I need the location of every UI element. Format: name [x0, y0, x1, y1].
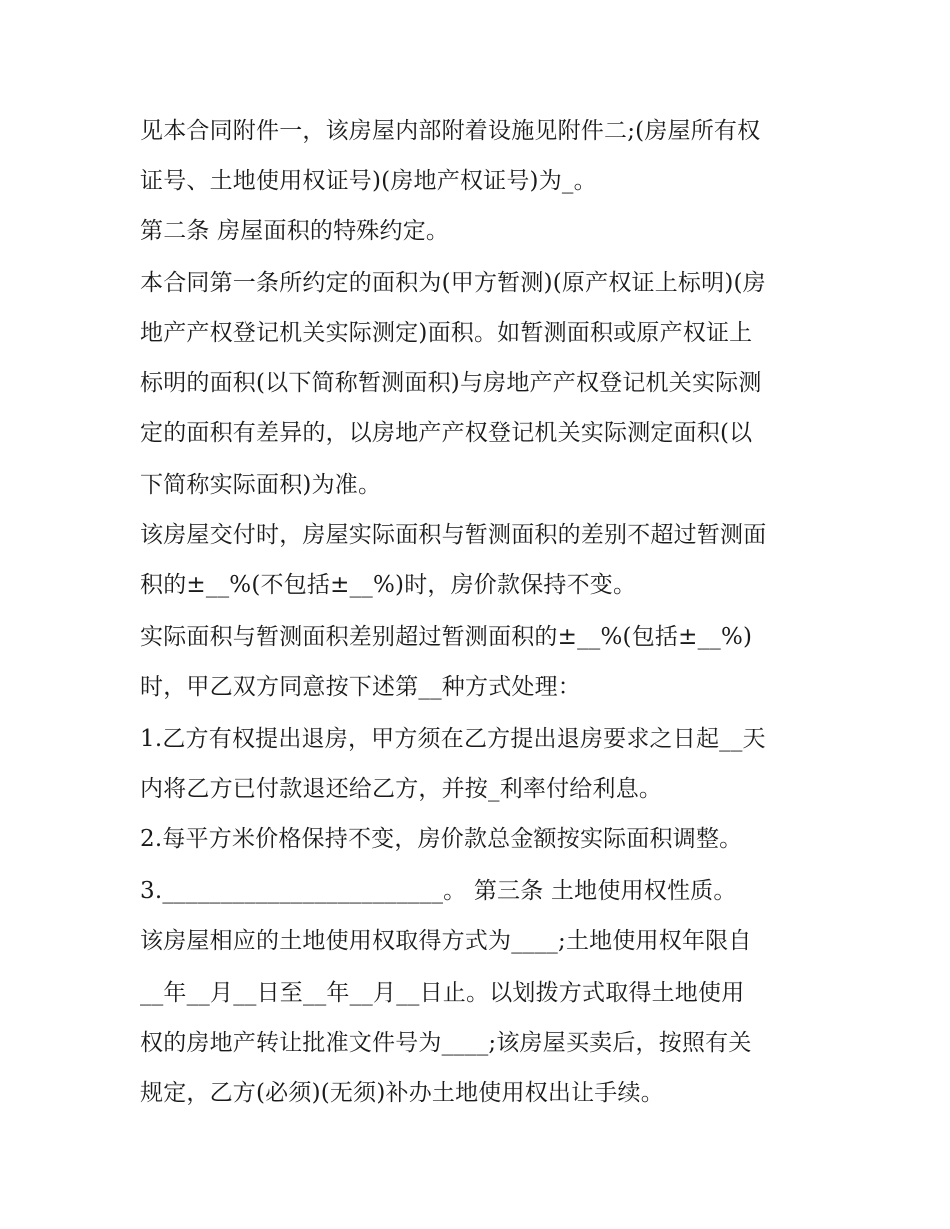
- text-line: 权的房地产转让批准文件号为____;该房屋买卖后，按照有关: [140, 1030, 752, 1056]
- text-line: 证号、土地使用权证号)(房地产权证号)为_。: [140, 168, 597, 194]
- text-line: 时，甲乙双方同意按下述第__种方式处理：: [140, 674, 581, 700]
- text-line: 内将乙方已付款退还给乙方，并按_利率付给利息。: [140, 776, 663, 802]
- text-line: 积的±__%(不包括±__%)时，房价款保持不变。: [140, 572, 637, 598]
- text-line: 地产产权登记机关实际测定)面积。如暂测面积或原产权证上: [140, 320, 753, 346]
- list-item: 2.每平方米价格保持不变，房价款总金额按实际面积调整。: [140, 826, 743, 852]
- list-item: 3.________________________。 第三条 土地使用权性质。: [140, 878, 737, 904]
- text-line: 实际面积与暂测面积差别超过暂测面积的±__%(包括±__%): [140, 624, 753, 650]
- text-line: 见本合同附件一，该房屋内部附着设施见附件二;(房屋所有权: [140, 118, 761, 144]
- text-line: 该房屋相应的土地使用权取得方式为____;土地使用权年限自: [140, 928, 752, 954]
- list-item: 1.乙方有权提出退房，甲方须在乙方提出退房要求之日起__天: [140, 726, 766, 752]
- text-line: __年__月__日至__年__月__日止。以划拨方式取得土地使用: [140, 980, 745, 1006]
- text-line: 下简称实际面积)为准。: [140, 472, 382, 498]
- text-line: 该房屋交付时，房屋实际面积与暂测面积的差别不超过暂测面: [140, 522, 767, 548]
- section-heading: 第二条 房屋面积的特殊约定。: [140, 218, 450, 244]
- text-line: 标明的面积(以下简称暂测面积)与房地产产权登记机关实际测: [140, 370, 762, 396]
- text-line: 规定，乙方(必须)(无须)补办土地使用权出让手续。: [140, 1080, 664, 1106]
- text-line: 定的面积有差异的，以房地产产权登记机关实际测定面积(以: [140, 420, 753, 446]
- text-line: 本合同第一条所约定的面积为(甲方暂测)(原产权证上标明)(房: [140, 270, 766, 296]
